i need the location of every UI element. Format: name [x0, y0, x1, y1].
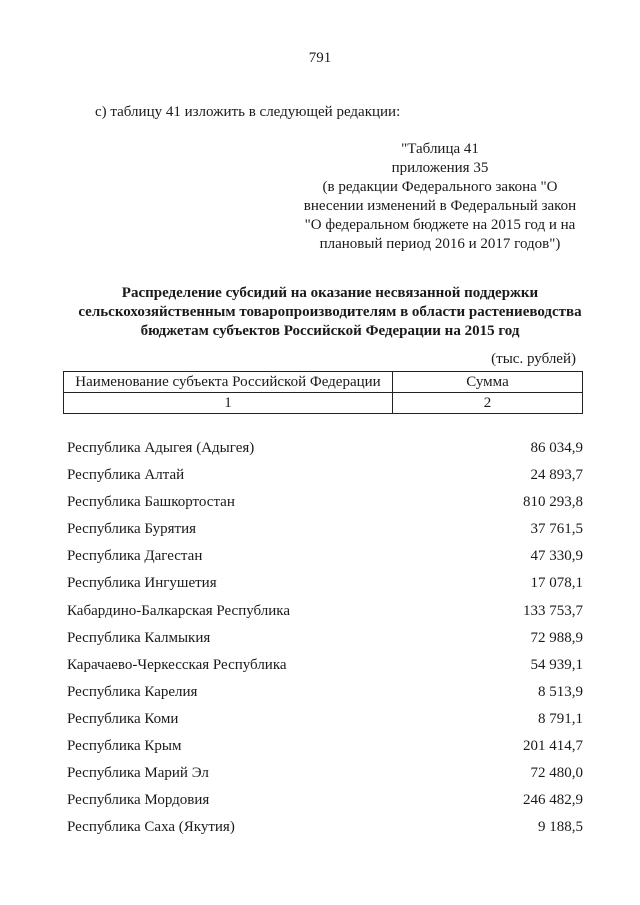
- units-label: (тыс. рублей): [491, 351, 576, 367]
- region-name: Республика Алтай: [67, 467, 185, 484]
- table-title: [60, 284, 600, 341]
- region-name: Республика Калмыкия: [67, 629, 211, 646]
- region-name: Республика Башкортостан: [67, 494, 235, 511]
- instruction-text: c) таблицу 41 изложить в следующей редакции:: [95, 104, 401, 120]
- subsidy-amount: 37 761,5: [530, 521, 583, 538]
- header-row: [64, 372, 583, 393]
- subsidy-amount: 47 330,9: [530, 548, 583, 565]
- subsidy-amount: 17 078,1: [530, 575, 583, 592]
- region-name: Республика Крым: [67, 738, 182, 755]
- subsidy-amount: 72 480,0: [530, 765, 583, 782]
- annex-note-line: (в редакции Федерального закона "О: [322, 179, 558, 195]
- subsidy-amount: 86 034,9: [530, 440, 583, 456]
- subsidy-amount: 9 188,5: [538, 819, 583, 836]
- region-name: Республика Адыгея (Адыгея): [67, 440, 255, 456]
- table-row: [63, 652, 583, 679]
- subsidy-amount: 246 482,9: [523, 792, 583, 809]
- region-name: Республика Ингушетия: [67, 575, 217, 592]
- table-title-line: сельскохозяйственным товаропроизводителям в области растениеводства: [78, 304, 582, 320]
- table-row: [63, 435, 583, 462]
- table-row: [63, 787, 583, 814]
- subsidy-amount: 8 513,9: [538, 683, 583, 700]
- header-col-name: Наименование субъекта Российской Федерации: [64, 372, 393, 393]
- subsidy-amount: 72 988,9: [530, 629, 583, 646]
- table-title-line: бюджетам субъектов Российской Федерации на 2015 год: [140, 323, 520, 339]
- subsidy-amount: 201 414,7: [523, 738, 583, 755]
- region-name: Республика Мордовия: [67, 792, 210, 809]
- table-header: [63, 371, 583, 414]
- region-name: Республика Саха (Якутия): [67, 819, 235, 836]
- header-col-number-2: 2: [393, 393, 583, 414]
- page-number: 791: [308, 50, 332, 66]
- subsidy-amount: 24 893,7: [530, 467, 583, 484]
- table-row: [63, 814, 583, 841]
- annex-note-line: "О федеральном бюджете на 2015 год и на: [304, 217, 576, 233]
- table-row: [63, 625, 583, 652]
- header-col-sum: Сумма: [393, 372, 583, 393]
- subsidy-amount: 133 753,7: [523, 602, 583, 619]
- region-name: Карачаево-Черкесская Республика: [67, 656, 287, 673]
- table-row: [63, 706, 583, 733]
- table-row: [63, 543, 583, 570]
- table-row: [63, 462, 583, 489]
- table-title-line: Распределение субсидий на оказание несвязанной поддержки: [121, 285, 539, 301]
- table-row: [63, 760, 583, 787]
- region-name: Республика Бурятия: [67, 521, 197, 538]
- region-name: Республика Карелия: [67, 683, 198, 700]
- region-name: Республика Марий Эл: [67, 765, 209, 782]
- annex-note-line: внесении изменений в Федеральный закон: [303, 198, 577, 214]
- subsidy-amount: 810 293,8: [523, 494, 583, 511]
- region-name: Кабардино-Балкарская Республика: [67, 602, 291, 619]
- region-name: Республика Дагестан: [67, 548, 203, 565]
- table-row: [63, 598, 583, 625]
- table-body: [63, 435, 583, 841]
- table-row: [63, 489, 583, 516]
- region-name: Республика Коми: [67, 710, 179, 727]
- annex-note-line: "Таблица 41: [401, 141, 479, 157]
- subsidy-amount: 54 939,1: [530, 656, 583, 673]
- table-row: [63, 570, 583, 597]
- header-col-number-1: 1: [64, 393, 393, 414]
- annex-note: [290, 140, 590, 254]
- table-row: [63, 516, 583, 543]
- annex-note-line: плановый период 2016 и 2017 годов"): [319, 236, 561, 252]
- subsidy-amount: 8 791,1: [538, 710, 583, 727]
- table-row: [63, 733, 583, 760]
- annex-note-line: приложения 35: [391, 160, 489, 176]
- header-number-row: [64, 393, 583, 414]
- table-row: [63, 679, 583, 706]
